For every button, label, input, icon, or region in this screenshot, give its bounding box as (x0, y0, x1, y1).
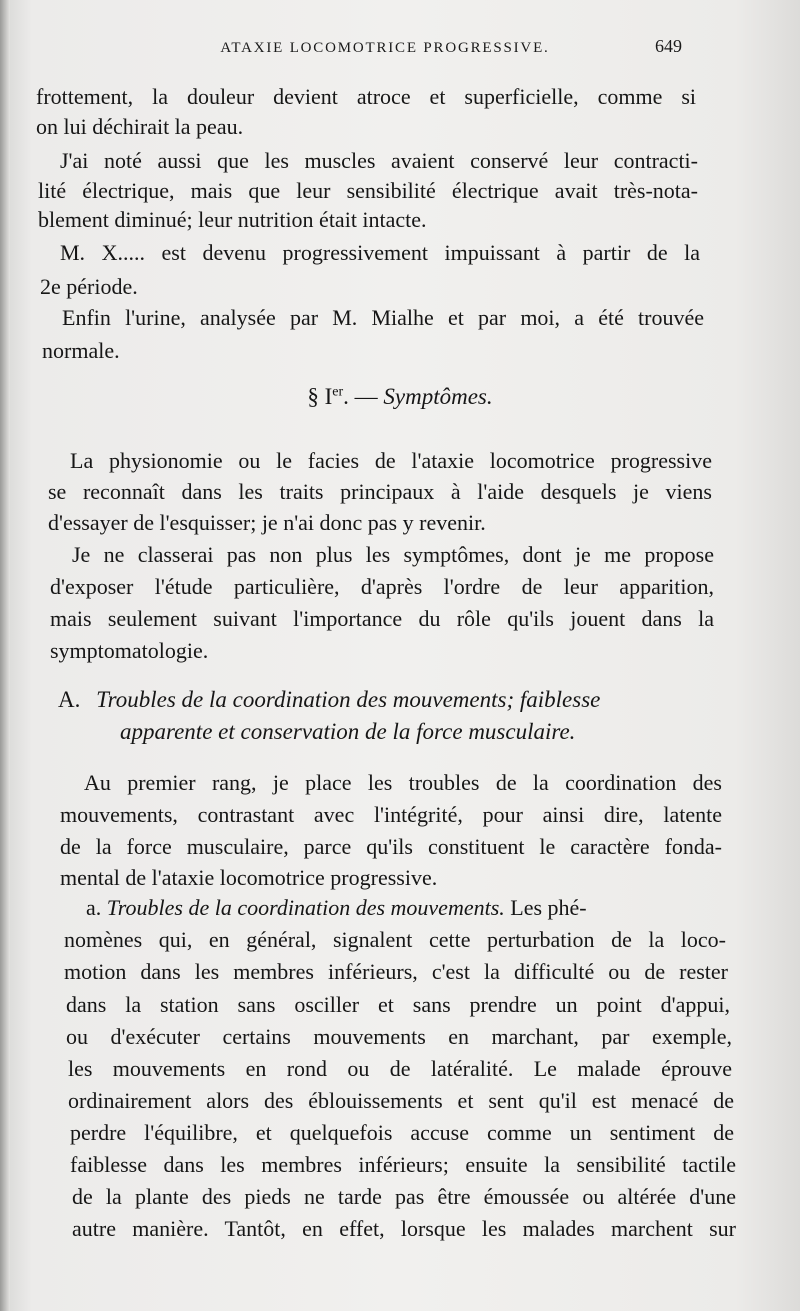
text-line: motion dans les membres inférieurs, c'est la difficulté ou de rester (64, 959, 728, 984)
text-line: a. Troubles de la coordination des mouvements. Les phé- (86, 895, 587, 920)
text-line: ou d'exécuter certains mouvements en marchant, par exemple, (66, 1024, 732, 1049)
text-line: blement diminué; leur nutrition était intacte. (38, 207, 427, 232)
text-line: d'essayer de l'esquisser; je n'ai donc pas y revenir. (48, 510, 486, 535)
text-line: perdre l'équilibre, et quelquefois accuse comme un sentiment de (70, 1120, 734, 1145)
text-line: lité électrique, mais que leur sensibilité électrique avait très-nota- (38, 178, 698, 203)
text-line: frottement, la douleur devient atroce et superficielle, comme si (36, 84, 696, 109)
text-line: Au premier rang, je place les troubles de la coordination des (84, 770, 722, 795)
subsection-heading-line2: apparente et conservation de la force musculaire. (120, 719, 576, 744)
running-title: ATAXIE LOCOMOTRICE PROGRESSIVE. (220, 40, 550, 56)
text-line: symptomatologie. (50, 638, 209, 663)
text-line: mental de l'ataxie locomotrice progressive. (60, 865, 438, 890)
text-line: Enfin l'urine, analysée par M. Mialhe et par moi, a été trouvée (62, 305, 704, 330)
page-header (0, 36, 800, 62)
text-line: J'ai noté aussi que les muscles avaient conservé leur contracti- (60, 148, 698, 173)
text-line: les mouvements en rond ou de latéralité. Le malade éprouve (68, 1056, 732, 1081)
text-line: Je ne classerai pas non plus les symptômes, dont je me propose (72, 542, 714, 567)
text-line: de la plante des pieds ne tarde pas être émoussée ou altérée d'une (72, 1184, 736, 1209)
text-line: nomènes qui, en général, signalent cette perturbation de la loco- (64, 927, 726, 952)
text-line: M. X..... est devenu progressivement impuissant à partir de la (60, 240, 700, 265)
section-heading: § Ier. — Symptômes. (307, 384, 493, 409)
text-line: mais seulement suivant l'importance du rôle qu'ils jouent dans la (50, 606, 714, 631)
text-line: La physionomie ou le facies de l'ataxie locomotrice progressive (70, 448, 712, 473)
text-line: on lui déchirait la peau. (36, 114, 244, 139)
text-line: d'exposer l'étude particulière, d'après l'ordre de leur apparition, (50, 574, 714, 599)
page-number: 649 (655, 36, 682, 56)
text-line: de la force musculaire, parce qu'ils constituent le caractère fonda- (60, 834, 722, 859)
text-line: dans la station sans osciller et sans prendre un point d'appui, (66, 992, 730, 1017)
text-line: se reconnaît dans les traits principaux à l'aide desquels je viens (48, 479, 712, 504)
text-line: autre manière. Tantôt, en effet, lorsque les malades marchent sur (72, 1216, 736, 1241)
text-line: faiblesse dans les membres inférieurs; ensuite la sensibilité tactile (70, 1152, 736, 1177)
text-line: mouvements, contrastant avec l'intégrité, pour ainsi dire, latente (60, 802, 722, 827)
text-line: ordinairement alors des éblouissements et sent qu'il est menacé de (68, 1088, 734, 1113)
text-line: normale. (42, 338, 120, 363)
subsection-heading: A. Troubles de la coordination des mouvements; faiblesse (58, 687, 601, 712)
text-line: 2e période. (40, 274, 138, 299)
